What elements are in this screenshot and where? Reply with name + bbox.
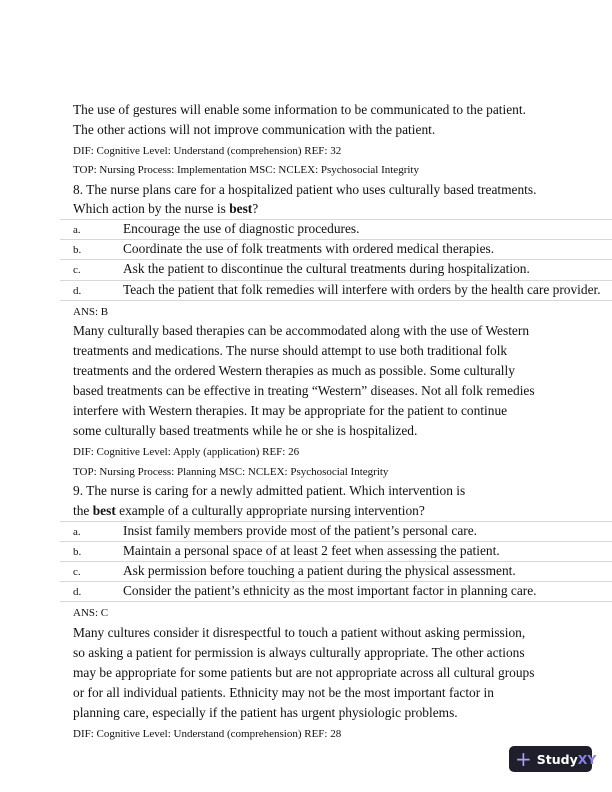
intro-line: The other actions will not improve communication with the patient. [73,122,436,137]
q7-top: TOP: Nursing Process: Implementation MSC: NCLEX: Psychosocial Integrity [73,164,419,176]
option-text: Ask permission before touching a patient during the physical assessment. [123,563,516,578]
q8-dif: DIF: Cognitive Level: Apply (application) REF: 26 [73,446,300,458]
plus-icon: + [515,747,532,771]
option-letter: b. [73,546,82,558]
option-letter: a. [73,224,81,236]
rationale-line: interfere with Western therapies. It may be appropriate for the patient to continue [73,403,508,418]
rationale-line: treatments and the ordered Western therapies as much as possible. Some culturally [73,363,515,378]
q9-dif: DIF: Cognitive Level: Understand (comprehension) REF: 28 [73,728,342,740]
q9-stem-2 [73,502,425,520]
rationale-line: may be appropriate for some patients but are not appropriate across all cultural groups [73,665,535,680]
q9-option-b [60,542,612,562]
rationale-line: planning care, especially if the patient has urgent physiologic problems. [73,705,458,720]
option-letter: d. [73,586,82,598]
studyxy-logo[interactable] [509,746,597,772]
option-text: Ask the patient to discontinue the cultural treatments during hospitalization. [123,261,530,276]
bold-text: best [229,201,253,216]
rationale-line: based treatments can be effective in treating “Western” diseases. Not all folk remedies [73,383,535,398]
q8-answer: ANS: B [73,306,109,318]
divider [60,601,612,602]
option-text: Consider the patient’s ethnicity as the most important factor in planning care. [123,583,537,598]
q8-option-d [60,281,612,301]
rationale-line: so asking a patient for permission is always culturally appropriate. The other actions [73,645,525,660]
text: Which action by the nurse is [73,201,230,216]
option-text: Insist family members provide most of the patient’s personal care. [123,523,478,538]
q9-option-a [60,522,612,542]
text: example of a culturally appropriate nursing intervention? [115,503,425,518]
q8-option-a [60,220,612,240]
logo-text [537,752,597,767]
option-letter: a. [73,526,81,538]
rationale-line: treatments and medications. The nurse should attempt to use both traditional folk [73,343,508,358]
intro-line: The use of gestures will enable some information to be communicated to the patient. [73,102,526,117]
option-letter: c. [73,264,81,276]
q9-answer: ANS: C [73,607,109,619]
text: ? [252,201,259,216]
bold-text: best [92,503,116,518]
option-text: Coordinate the use of folk treatments with ordered medical therapies. [123,241,495,256]
option-text: Encourage the use of diagnostic procedures. [123,221,360,236]
option-text: Maintain a personal space of at least 2 feet when assessing the patient. [123,543,500,558]
q8-stem: 8. The nurse plans care for a hospitalized patient who uses culturally based treatments. [73,182,537,197]
rationale-line: some culturally based treatments while he or she is hospitalized. [73,423,418,438]
q8-option-c [60,260,612,280]
option-letter: d. [73,285,82,297]
option-text: Teach the patient that folk remedies will interfere with orders by the health care provider. [123,282,601,297]
rationale-line: Many culturally based therapies can be accommodated along with the use of Western [73,323,530,338]
rationale-line: or for all individual patients. Ethnicity may not be the most important factor in [73,685,494,700]
logo-text-study: Study [536,751,578,767]
option-letter: b. [73,244,82,256]
rationale-line: Many cultures consider it disrespectful to touch a patient without asking permission, [73,625,526,640]
q9-option-c [60,562,612,582]
q8-option-b [60,240,612,260]
q9-stem: 9. The nurse is caring for a newly admitted patient. Which intervention is [73,483,466,498]
divider [60,300,612,301]
q8-stem-2 [73,200,258,218]
logo-text-xy: XY [577,751,597,767]
q8-top: TOP: Nursing Process: Planning MSC: NCLEX: Psychosocial Integrity [73,466,389,478]
q9-option-d [60,582,612,602]
text: the [73,503,93,518]
q7-dif: DIF: Cognitive Level: Understand (comprehension) REF: 32 [73,145,342,157]
option-letter: c. [73,566,81,578]
